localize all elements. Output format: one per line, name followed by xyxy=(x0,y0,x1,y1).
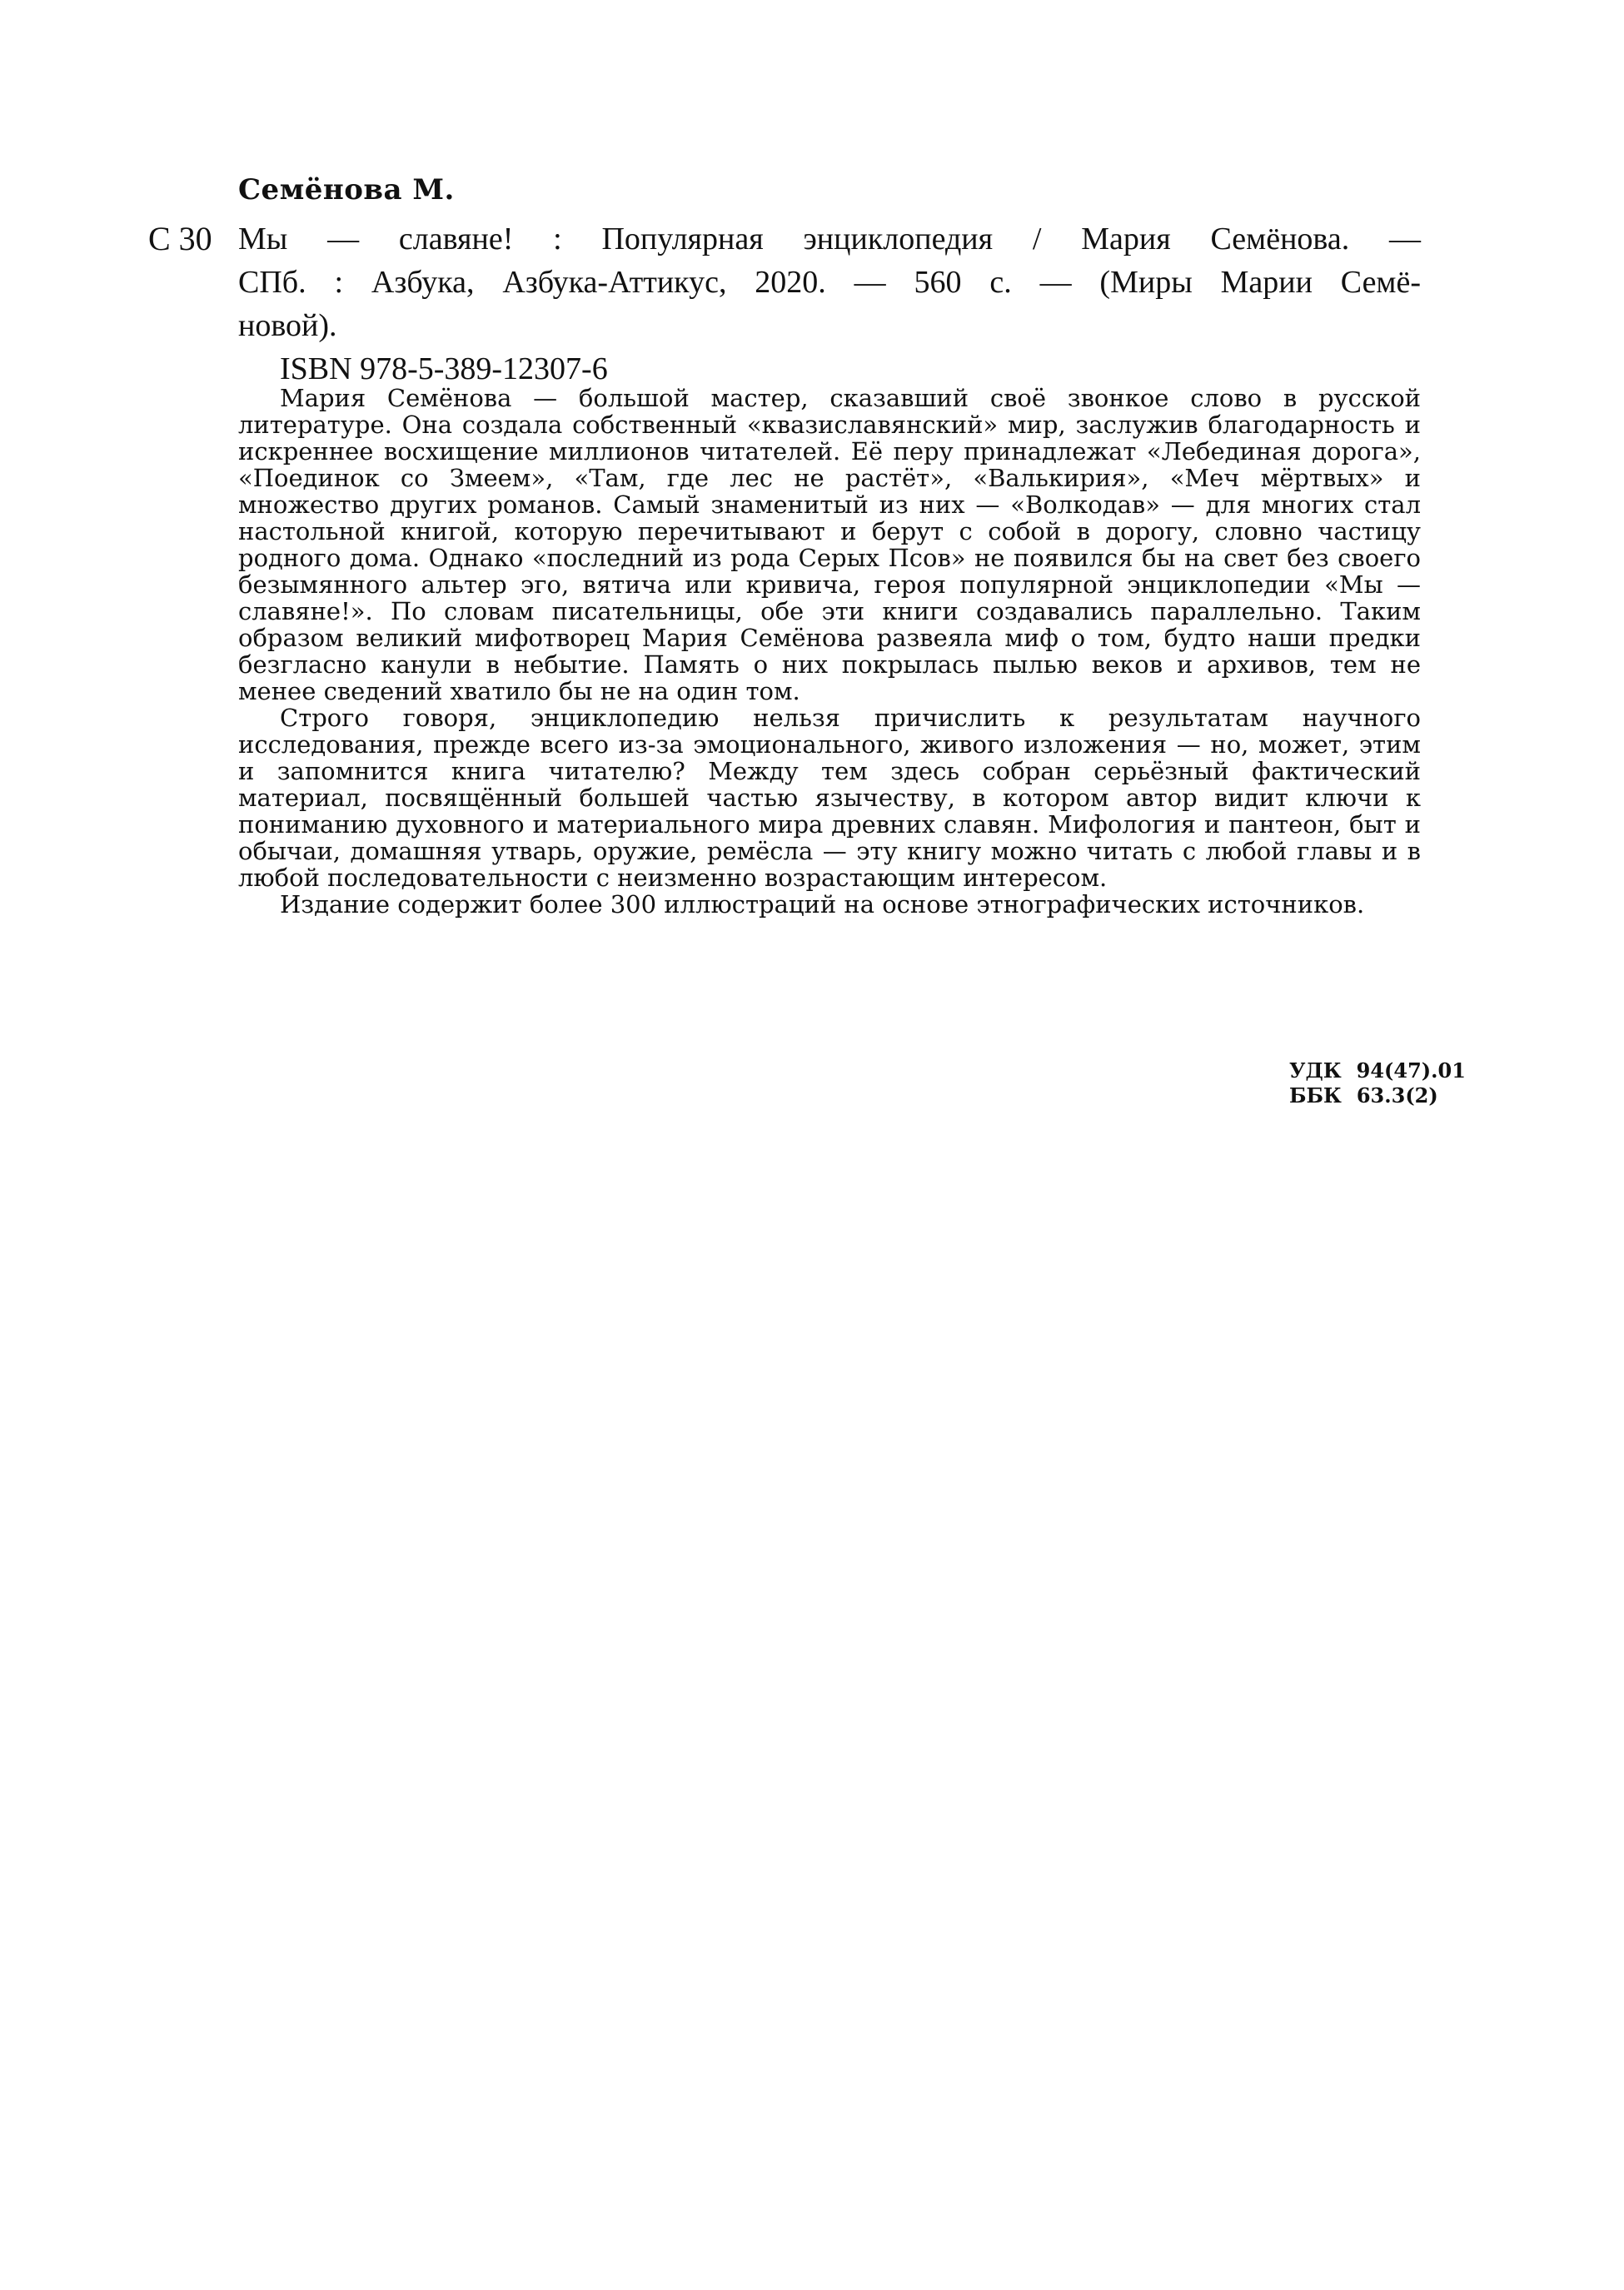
annotation-paragraph: Строго говоря, энциклопедию нельзя причислить к результатам научного исследования, прежде всего из-за эмоционального, живого изложения — но, может, этим и запомнится книга читателю? Между тем здесь собран серьёзный фактический материал, посвящённый большей частью язычеству, в котором автор видит ключи к пониманию духовного и материального мира древних славян. Мифология и пантеон, быт и обычаи, домашняя утварь, оружие, ремёсла — эту книгу можно читать с любой главы и в любой последовательности с неизменно возрастающим интересом. xyxy=(238,704,1421,892)
annotation-paragraph: Мария Семёнова — большой мастер, сказавший своё звонкое слово в русской литературе. Она создала собственный «квазиславянский» мир, заслужив благодарность и искреннее восхищение миллионов читателей. Её перу принадлежат «Лебединая дорога», «Поединок со Змеем», «Там, где лес не растёт», «Валькирия», «Меч мёртвых» и множество других романов. Самый знаменитый из них — «Волкодав» — для многих стал настольной книгой, которую перечитывают и берут с собой в дорогу, словно частицу родного дома. Однако «последний из рода Серых Псов» не появился бы на свет без своего безымянного альтер эго, вятича или кривича, героя популярной энциклопедии «Мы — славяне!». По словам писательницы, обе эти книги создавались параллельно. Таким образом великий мифотворец Мария Семёнова развеяла миф о том, будто наши предки безгласно канули в небытие. Память о них покрылась пылью веков и архивов, тем не менее сведений хватило бы не на один том. xyxy=(238,384,1421,705)
title-line: новой). xyxy=(238,308,337,343)
author-heading: Семёнова М. xyxy=(238,173,455,207)
annotation xyxy=(238,385,1421,918)
udk-label: УДК xyxy=(1289,1058,1342,1083)
udk-row xyxy=(1289,1058,1466,1083)
udk-value: 94(47).01 xyxy=(1356,1058,1466,1083)
bbk-label: ББК xyxy=(1289,1083,1342,1108)
title-line: СПб. : Азбука, Азбука-Аттикус, 2020. — 560 с. — (Миры Марии Семё- xyxy=(238,265,1421,300)
classification-indices xyxy=(1289,1058,1466,1108)
bbk-row xyxy=(1289,1083,1466,1108)
isbn: ISBN 978-5-389-12307-6 xyxy=(280,351,608,386)
annotation-paragraph: Издание содержит более 300 иллюстраций на основе этнографических источников. xyxy=(280,890,1365,918)
classification-code: С 30 xyxy=(148,220,212,257)
bbk-value: 63.3(2) xyxy=(1356,1083,1438,1108)
title-line: Мы — славяне! : Популярная энциклопедия / Мария Семёнова. — xyxy=(238,222,1421,256)
